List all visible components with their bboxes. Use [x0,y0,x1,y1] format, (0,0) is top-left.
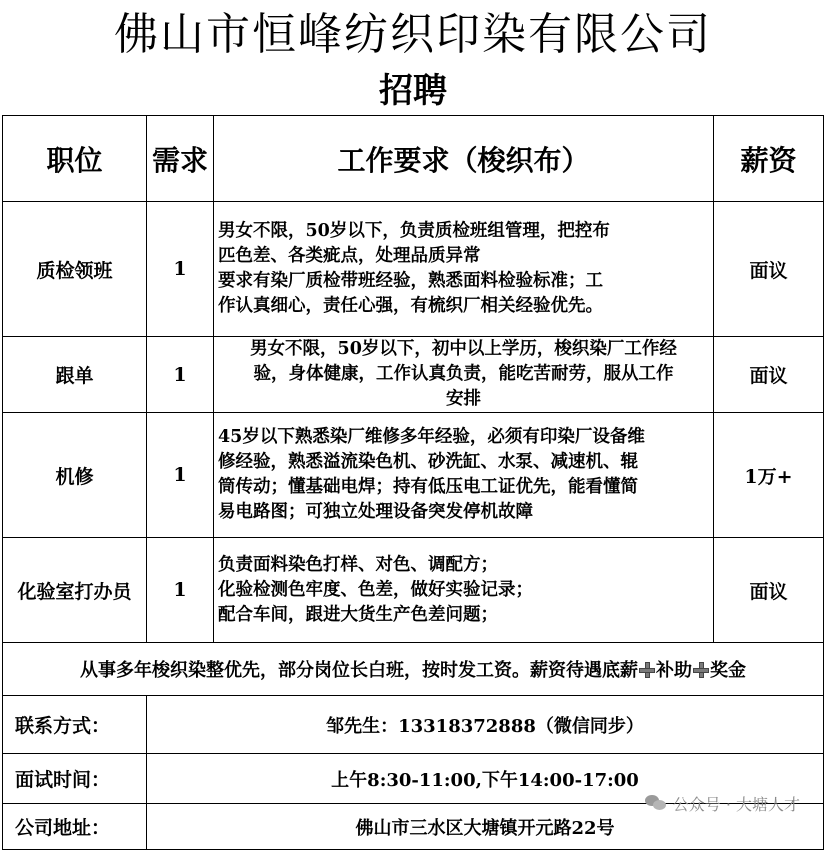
heavy-plus-icon [693,662,709,678]
address-label: 公司地址： [3,804,147,850]
company-name: 佛山市恒峰纺织印染有限公司 [114,9,712,60]
table-row [3,538,824,643]
wechat-icon [645,794,667,812]
job-salary: 面议 [714,538,824,643]
note-text-subsidy: 补助 [656,660,692,681]
requirement-line: 匹色差、各类疵点，处理品质异常 [218,246,481,266]
requirement-line: 要求有染厂质检带班经验，熟悉面料检验标准；工 [218,271,603,291]
job-position: 跟单 [3,337,147,413]
interview-value: 上午8:30-11:00,下午14:00-17:00 [147,754,824,804]
job-salary: 1万+ [714,413,824,538]
requirement-line: 修经验，熟悉溢流染色机、砂洗缸、水泵、减速机、辊 [218,452,638,472]
table-row [3,337,824,413]
job-position: 机修 [3,413,147,538]
contact-row [3,696,824,754]
job-requirements [214,202,714,337]
requirement-line: 负责面料染色打样、对色、调配方； [218,554,498,575]
watermark-text: 公众号 · 大塘人才 [672,794,800,814]
job-requirements [214,538,714,643]
job-requirements [214,337,714,413]
note-text-bonus: 奖金 [710,660,746,681]
job-count: 1 [147,538,214,643]
note-row [3,643,824,696]
job-salary: 面议 [714,202,824,337]
requirement-line: 男女不限，50岁以下，负责质检班组管理，把控布 [218,221,610,241]
heavy-plus-icon [639,662,655,678]
requirement-line: 配合车间，跟进大货生产色差问题； [218,604,498,625]
contact-value: 邹先生：13318372888（微信同步） [147,696,824,754]
job-position: 质检领班 [3,202,147,337]
requirement-line: 化验检测色牢度、色差，做好实验记录； [218,579,533,600]
job-position: 化验室打办员 [3,538,147,643]
requirement-line: 易电路图；可独立处理设备突发停机故障 [218,502,533,522]
address-value: 佛山市三水区大塘镇开元路22号 [147,804,824,850]
contact-label: 联系方式： [3,696,147,754]
requirement-line: 安排 [446,389,481,409]
table-header-row [3,116,824,202]
job-count: 1 [147,413,214,538]
job-count: 1 [147,202,214,337]
job-count: 1 [147,337,214,413]
header-position: 职位 [3,116,147,202]
requirement-line: 45岁以下熟悉染厂维修多年经验，必须有印染厂设备维 [218,427,645,447]
requirement-line: 筒传动；懂基础电焊；持有低压电工证优先，能看懂简 [218,477,638,497]
page-subtitle: 招聘 [379,71,447,111]
note-text: 从事多年梭织染整优先，部分岗位长白班，按时发工资。薪资待遇底薪 [80,660,638,681]
watermark [645,790,800,816]
table-row [3,413,824,538]
header-count: 需求 [147,116,214,202]
requirement-line: 验，身体健康，工作认真负责，能吃苦耐劳，服从工作 [253,364,674,384]
benefits-note [3,643,824,696]
recruitment-table [2,115,824,850]
requirement-line: 作认真细心，责任心强，有梳织厂相关经验优先。 [218,296,603,316]
job-requirements [214,413,714,538]
header-requirements: 工作要求（梭织布） [214,116,714,202]
interview-label: 面试时间： [3,754,147,804]
header-salary: 薪资 [714,116,824,202]
job-salary: 面议 [714,337,824,413]
requirement-line: 男女不限，50岁以下，初中以上学历，梭织染厂工作经 [250,339,677,359]
table-row [3,202,824,337]
